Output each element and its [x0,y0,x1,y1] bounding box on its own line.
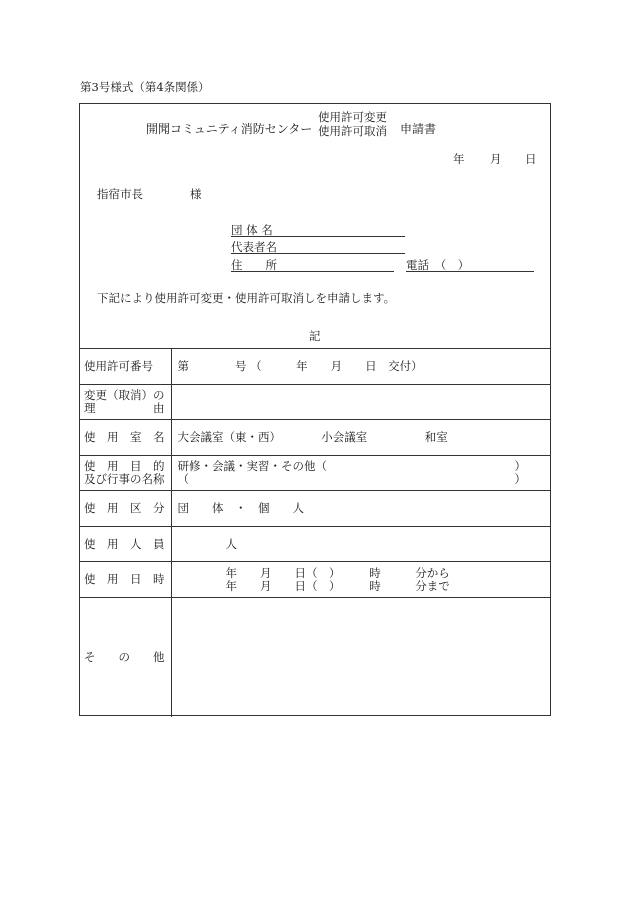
table-row [79,420,551,456]
purpose-field[interactable]: 研修・会議・実習・その他（ （ ） ） [171,456,551,491]
date-year[interactable]: 年 [453,152,465,166]
form-title-options [318,110,387,138]
phone-field[interactable] [406,271,534,272]
table-row [79,385,551,420]
addressee-name: 指宿市長 [97,187,143,201]
title-option-cancel: 使用許可取消 [318,124,387,138]
representative-label: 代表者名 [231,240,277,254]
address-label: 住 所 [231,258,277,272]
other-field[interactable] [171,598,551,717]
usage-category-field[interactable]: 団 体 ・ 個 人 [171,491,551,527]
table-row [79,527,551,562]
application-form [79,103,551,716]
ki-heading: 記 [309,329,321,343]
usage-datetime-field[interactable]: 年 月 日（ ） 時 分から 年 月 日（ ） 時 分まで [171,562,551,598]
intro-text: 下記により使用許可変更・使用許可取消しを申請します。 [97,291,396,305]
form-number: 第3号様式（第4条関係） [80,80,210,94]
org-name-label: 団 体 名 [231,223,273,237]
date-month[interactable]: 月 [490,152,502,166]
details-table [79,348,551,717]
phone-label: 電話 （ ） [406,258,470,272]
table-row [79,562,551,598]
purpose-label: 使 用 目 的 及び行事の名称 [79,456,171,491]
usage-category-label: 使 用 区 分 [79,491,171,527]
form-title-facility: 開聞コミュニティ消防センター [146,122,313,136]
room-name-field[interactable]: 大会議室（東・西） 小会議室 和室 [171,420,551,456]
permit-number-field[interactable]: 第 号 （ 年 月 日 交付） [171,349,551,385]
table-row [79,491,551,527]
table-row [79,598,551,717]
reason-field[interactable] [171,385,551,420]
permit-number-label: 使用許可番号 [79,349,171,385]
date-day[interactable]: 日 [525,152,537,166]
org-name-field[interactable] [231,236,405,237]
form-title-suffix: 申請書 [400,122,437,136]
table-row [79,456,551,491]
reason-label: 変更（取消）の 理 由 [79,385,171,420]
representative-field[interactable] [231,253,405,254]
other-label: そ の 他 [79,598,171,717]
table-row [79,349,551,385]
attendees-field[interactable]: 人 [171,527,551,562]
room-name-label: 使 用 室 名 [79,420,171,456]
attendees-label: 使 用 人 員 [79,527,171,562]
usage-datetime-label: 使 用 日 時 [79,562,171,598]
addressee-honorific: 様 [190,187,202,201]
address-field[interactable] [231,271,394,272]
title-option-change: 使用許可変更 [318,110,387,124]
